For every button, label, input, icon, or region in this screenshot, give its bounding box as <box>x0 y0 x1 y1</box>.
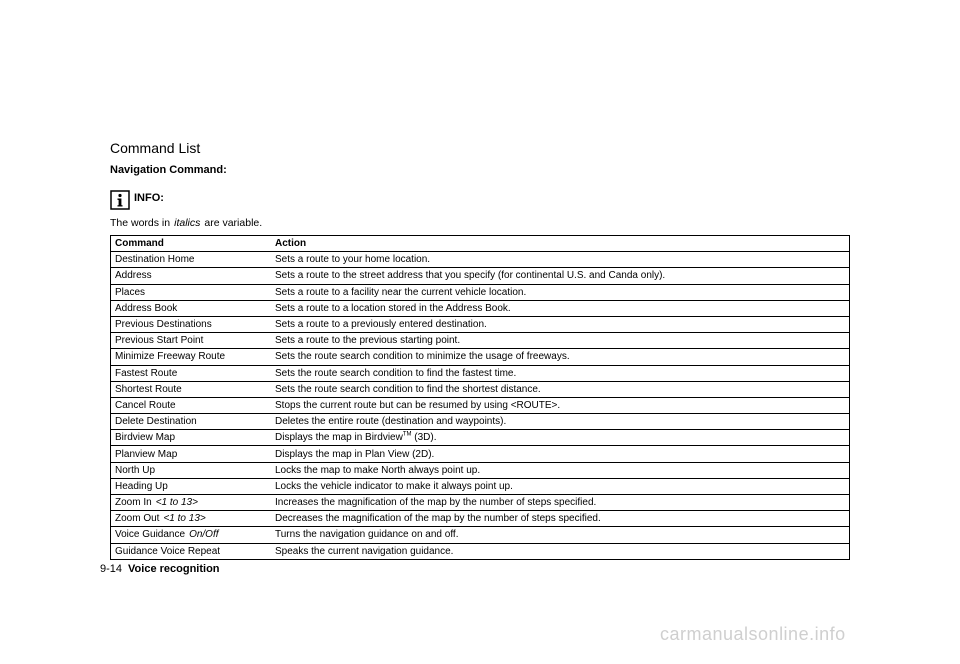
action-text: Deletes the entire route (destination and waypoints). <box>275 416 507 428</box>
action-text: Turns the navigation guidance on and off. <box>275 529 459 541</box>
command-cell <box>111 381 272 397</box>
section-subtitle: Navigation Command: <box>110 164 227 176</box>
table-row <box>111 252 850 268</box>
action-cell <box>271 430 850 446</box>
action-text: Sets the route search condition to find the shortest distance. <box>275 383 541 395</box>
action-cell <box>271 543 850 559</box>
table-row <box>111 478 850 494</box>
action-text: Sets a route to the street address that you specify (for continental U.S. and Canda only). <box>275 270 666 282</box>
table-row <box>111 284 850 300</box>
table-row <box>111 316 850 332</box>
action-text: Sets a route to a location stored in the Address Book. <box>275 302 511 314</box>
command-name: Heading Up <box>115 480 168 492</box>
command-name: Shortest Route <box>115 383 182 395</box>
action-cell <box>271 462 850 478</box>
command-cell <box>111 478 272 494</box>
action-cell <box>271 300 850 316</box>
command-cell <box>111 365 272 381</box>
info-text-suffix: are variable. <box>204 217 263 229</box>
command-cell <box>111 543 272 559</box>
info-text <box>110 217 262 229</box>
table-row <box>111 365 850 381</box>
command-cell <box>111 462 272 478</box>
column-header-command: Command <box>111 236 272 252</box>
table-row <box>111 397 850 413</box>
action-text: Sets a route to your home location. <box>275 254 431 266</box>
action-text: Sets the route search condition to minimize the usage of freeways. <box>275 351 570 363</box>
watermark: carmanualsonline.info <box>660 624 846 644</box>
action-cell <box>271 527 850 543</box>
action-text: Speaks the current navigation guidance. <box>275 545 454 557</box>
action-text: Sets a route to a previously entered destination. <box>275 319 487 331</box>
action-cell <box>271 349 850 365</box>
table-row <box>111 511 850 527</box>
command-cell <box>111 252 272 268</box>
command-name: Planview Map <box>115 448 178 460</box>
command-name: Previous Start Point <box>115 335 204 347</box>
command-name: Birdview Map <box>115 432 176 444</box>
info-label: INFO: <box>134 192 164 204</box>
info-text-italic: italics <box>174 217 201 229</box>
command-name: Address <box>115 270 152 282</box>
command-cell <box>111 349 272 365</box>
action-text: Decreases the magnification of the map by the number of steps specified. <box>275 513 601 525</box>
table-row <box>111 462 850 478</box>
table-row <box>111 381 850 397</box>
command-cell <box>111 414 272 430</box>
table-row <box>111 430 850 446</box>
table-row <box>111 543 850 559</box>
action-text: Stops the current route but can be resumed by using <ROUTE>. <box>275 399 561 411</box>
action-cell <box>271 478 850 494</box>
action-cell <box>271 268 850 284</box>
action-cell <box>271 333 850 349</box>
command-name: Delete Destination <box>115 416 197 428</box>
action-text-suffix: (3D). <box>411 432 437 444</box>
table-header-row <box>111 236 850 252</box>
command-name: Guidance Voice Repeat <box>115 545 221 557</box>
action-cell <box>271 414 850 430</box>
command-cell <box>111 511 272 527</box>
action-cell <box>271 511 850 527</box>
chapter-label: Voice recognition <box>128 563 220 575</box>
action-text: Displays the map in Birdview <box>275 432 403 444</box>
command-cell <box>111 527 272 543</box>
action-cell <box>271 284 850 300</box>
command-name: Previous Destinations <box>115 319 212 331</box>
table-row <box>111 333 850 349</box>
command-name: Zoom Out <box>115 513 160 525</box>
action-cell <box>271 316 850 332</box>
table-row <box>111 268 850 284</box>
table-row <box>111 495 850 511</box>
action-cell <box>271 397 850 413</box>
command-table <box>110 235 850 560</box>
command-variable: On/Off <box>189 529 219 541</box>
command-cell <box>111 430 272 446</box>
command-cell <box>111 284 272 300</box>
command-name: Fastest Route <box>115 367 178 379</box>
action-text: Sets a route to the previous starting point. <box>275 335 461 347</box>
page-number: 9-14 <box>100 563 123 575</box>
column-header-action: Action <box>271 236 850 252</box>
command-cell <box>111 300 272 316</box>
command-name: Minimize Freeway Route <box>115 351 226 363</box>
command-name: Address Book <box>115 302 178 314</box>
table-row <box>111 349 850 365</box>
action-text: Sets the route search condition to find the fastest time. <box>275 367 517 379</box>
command-cell <box>111 446 272 462</box>
table-row <box>111 414 850 430</box>
table-row <box>111 300 850 316</box>
command-name: North Up <box>115 464 156 476</box>
page-footer <box>100 563 220 575</box>
command-variable: <1 to 13> <box>163 513 206 525</box>
command-cell <box>111 268 272 284</box>
action-cell <box>271 446 850 462</box>
info-text-prefix: The words in <box>110 217 171 229</box>
action-cell <box>271 495 850 511</box>
table-row <box>111 446 850 462</box>
command-name: Zoom In <box>115 497 152 509</box>
section-title: Command List <box>110 140 201 156</box>
action-text: Displays the map in Plan View (2D). <box>275 448 435 460</box>
action-text: Increases the magnification of the map by the number of steps specified. <box>275 497 597 509</box>
trademark-mark: TM <box>402 432 412 439</box>
action-text: Sets a route to a facility near the current vehicle location. <box>275 286 527 298</box>
command-cell <box>111 316 272 332</box>
action-cell <box>271 365 850 381</box>
action-cell <box>271 252 850 268</box>
command-cell <box>111 333 272 349</box>
command-cell <box>111 495 272 511</box>
command-name: Cancel Route <box>115 399 176 411</box>
command-table-body <box>111 252 850 560</box>
info-icon <box>110 190 130 210</box>
action-cell <box>271 381 850 397</box>
command-name: Places <box>115 286 146 298</box>
action-text: Locks the vehicle indicator to make it always point up. <box>275 480 513 492</box>
command-name: Voice Guidance <box>115 529 186 541</box>
info-block <box>110 190 164 210</box>
command-cell <box>111 397 272 413</box>
action-text: Locks the map to make North always point up. <box>275 464 481 476</box>
command-variable: <1 to 13> <box>155 497 198 509</box>
table-row <box>111 527 850 543</box>
command-name: Destination Home <box>115 254 195 266</box>
